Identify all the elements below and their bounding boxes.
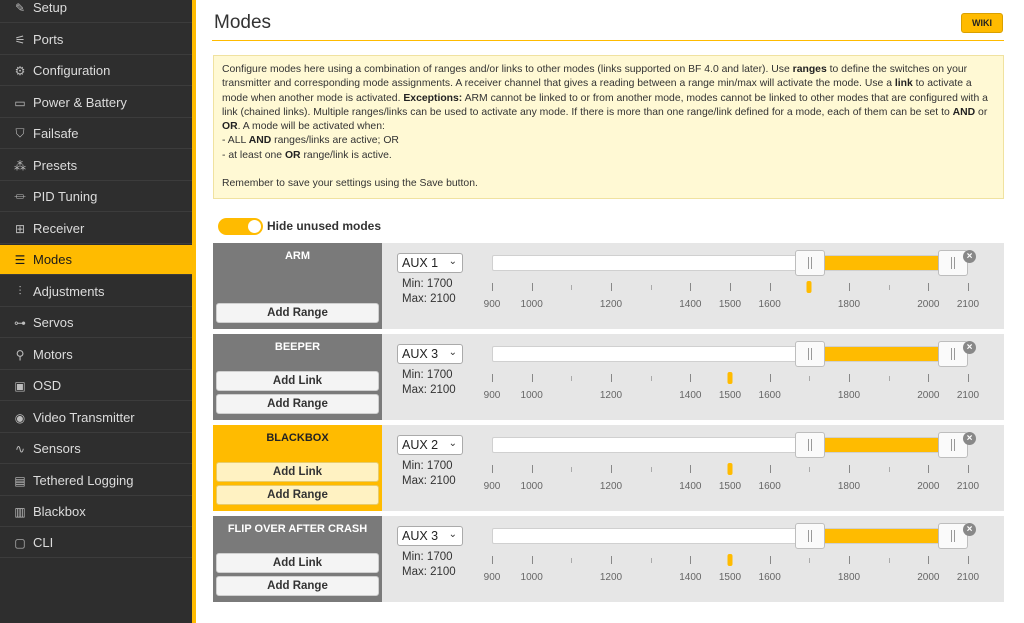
range-min-handle[interactable] bbox=[795, 341, 825, 367]
range-min-handle[interactable] bbox=[795, 523, 825, 549]
scale-tick bbox=[928, 283, 929, 291]
add-range-button[interactable]: Add Range bbox=[216, 303, 379, 323]
sidebar-accent-bar bbox=[192, 0, 196, 623]
scale-tick bbox=[928, 374, 929, 382]
scale-tick bbox=[492, 374, 493, 382]
scale-tick-label: 1800 bbox=[837, 572, 861, 583]
sidebar-item-label: Presets bbox=[33, 158, 78, 173]
hide-unused-modes-label: Hide unused modes bbox=[267, 219, 382, 233]
mode-row bbox=[213, 425, 1004, 511]
mode-header bbox=[213, 425, 382, 511]
range-scale bbox=[483, 461, 980, 501]
scale-tick bbox=[968, 465, 969, 473]
scale-tick-label: 1800 bbox=[837, 299, 861, 310]
sidebar-item-label: Video Transmitter bbox=[33, 410, 135, 425]
mode-row bbox=[213, 243, 1004, 329]
sidebar-item-label: CLI bbox=[33, 535, 54, 550]
scale-tick-label: 1000 bbox=[520, 572, 543, 583]
sidebar-item-blackbox[interactable] bbox=[0, 497, 192, 527]
wiki-button[interactable]: WIKI bbox=[961, 13, 1003, 33]
range-max-label: Max: 2100 bbox=[402, 566, 456, 578]
sidebar-item-label: Motors bbox=[33, 347, 73, 362]
gear-icon: ⚙ bbox=[14, 63, 26, 78]
presets-icon: ⁂ bbox=[14, 158, 26, 173]
sidebar-item-label: Receiver bbox=[33, 221, 85, 236]
sidebar-item-pid-tuning[interactable] bbox=[0, 182, 192, 212]
mode-header bbox=[213, 243, 382, 329]
scale-tick-label: 1200 bbox=[599, 390, 623, 401]
scale-tick-label: 1600 bbox=[758, 299, 781, 310]
range-scale bbox=[483, 279, 980, 319]
blackbox-icon: ▥ bbox=[14, 504, 26, 519]
range-max-label: Max: 2100 bbox=[402, 384, 456, 396]
motor-icon: ⚲ bbox=[15, 347, 25, 362]
sidebar-item-tethered-logging[interactable] bbox=[0, 466, 192, 496]
range-slider[interactable] bbox=[492, 437, 968, 453]
pid-icon: ⏛ bbox=[13, 190, 26, 204]
add-range-button[interactable]: Add Range bbox=[216, 576, 379, 596]
chevron-down-icon: ⌄ bbox=[448, 438, 457, 449]
scale-tick-label: 1600 bbox=[758, 390, 781, 401]
scale-tick bbox=[690, 374, 691, 382]
range-slider[interactable] bbox=[492, 255, 968, 271]
grip-icon bbox=[951, 348, 955, 360]
sidebar-item-label: Setup bbox=[33, 0, 67, 15]
grip-icon bbox=[951, 530, 955, 542]
scale-tick bbox=[889, 376, 890, 381]
range-min-handle[interactable] bbox=[795, 432, 825, 458]
sidebar-item-label: Blackbox bbox=[33, 504, 86, 519]
scale-tick-label: 2000 bbox=[917, 572, 940, 583]
mode-name: BEEPER bbox=[274, 341, 321, 353]
add-link-button[interactable]: Add Link bbox=[216, 371, 379, 391]
sidebar-item-modes[interactable] bbox=[0, 245, 192, 275]
scale-tick bbox=[532, 374, 533, 382]
sliders-icon: ⫶ bbox=[18, 284, 22, 298]
add-link-button[interactable]: Add Link bbox=[216, 553, 379, 573]
scale-tick-label: 900 bbox=[483, 390, 501, 401]
mode-range bbox=[390, 516, 1004, 602]
sidebar-item-setup[interactable] bbox=[0, 0, 192, 23]
sidebar-item-motors[interactable] bbox=[0, 340, 192, 370]
scale-tick bbox=[571, 558, 572, 563]
grip-icon bbox=[808, 257, 812, 269]
mode-name: FLIP OVER AFTER CRASH bbox=[227, 523, 368, 535]
scale-tick bbox=[611, 374, 612, 382]
sidebar-item-label: OSD bbox=[33, 378, 62, 393]
sidebar-item-power-battery[interactable] bbox=[0, 88, 192, 118]
range-slider[interactable] bbox=[492, 346, 968, 362]
scale-tick bbox=[849, 556, 850, 564]
scale-tick-label: 900 bbox=[483, 481, 501, 492]
title-divider bbox=[212, 40, 1004, 41]
scale-tick-label: 2100 bbox=[956, 481, 980, 492]
grip-icon bbox=[808, 439, 812, 451]
scale-tick bbox=[651, 285, 652, 290]
mode-header bbox=[213, 516, 382, 602]
remove-range-icon[interactable]: × bbox=[963, 250, 976, 263]
scale-tick-label: 900 bbox=[483, 299, 501, 310]
sidebar-item-label: Power & Battery bbox=[33, 95, 127, 110]
wrench-icon: ✎ bbox=[14, 0, 26, 15]
scale-tick bbox=[770, 374, 771, 382]
scale-tick bbox=[690, 556, 691, 564]
scale-tick-label: 1400 bbox=[679, 481, 702, 492]
vtx-icon: ◉ bbox=[14, 410, 26, 425]
scale-tick bbox=[532, 556, 533, 564]
note-list-item: - at least one OR range/link is active. bbox=[222, 149, 392, 161]
scale-tick bbox=[809, 558, 810, 563]
mode-range bbox=[390, 425, 1004, 511]
osd-icon: ▣ bbox=[14, 378, 26, 393]
scale-tick bbox=[571, 376, 572, 381]
scale-tick bbox=[968, 283, 969, 291]
scale-tick bbox=[770, 283, 771, 291]
scale-tick-label: 2000 bbox=[917, 299, 940, 310]
scale-tick bbox=[849, 374, 850, 382]
sensors-icon: ∿ bbox=[14, 441, 26, 456]
scale-tick bbox=[651, 467, 652, 472]
scale-tick bbox=[889, 467, 890, 472]
scale-tick bbox=[611, 556, 612, 564]
aux-channel-select[interactable] bbox=[397, 435, 463, 455]
add-range-button[interactable]: Add Range bbox=[216, 394, 379, 414]
scale-tick-label: 2100 bbox=[956, 390, 980, 401]
modes-help-note bbox=[213, 55, 1004, 199]
note-paragraph: Configure modes here using a combination of ranges and/or links to other modes (links supported on BF 4.0 and later). Use ranges to define the switches on your transmitter and corresponding mode assignments. A receiver channel that gives a reading between a range min/max will activate the mode. Use a link to activate a mode when another mode is activated. Exceptions: ARM cannot be linked to or from another mode, modes cannot be linked to other modes that are configured with a link (chained links). Multiple ranges/links can be used to activate any mode. If there is more than one range/link defined for a mode, each of them can be set to AND or OR. A mode will be activated when: bbox=[222, 64, 988, 133]
aux-channel-value: AUX 3 bbox=[402, 529, 439, 543]
channel-value-marker bbox=[728, 372, 733, 384]
range-scale bbox=[483, 370, 980, 410]
scale-tick bbox=[571, 467, 572, 472]
sidebar-item-osd[interactable] bbox=[0, 371, 192, 401]
scale-tick bbox=[532, 283, 533, 291]
grip-icon bbox=[951, 439, 955, 451]
range-min-handle[interactable] bbox=[795, 250, 825, 276]
shield-icon: ⛉ bbox=[15, 126, 25, 140]
scale-tick bbox=[611, 465, 612, 473]
scale-tick-label: 1000 bbox=[520, 390, 543, 401]
sidebar bbox=[0, 0, 192, 623]
scale-tick-label: 1500 bbox=[718, 572, 742, 583]
scale-tick bbox=[849, 465, 850, 473]
scale-tick-label: 1600 bbox=[758, 572, 781, 583]
scale-tick bbox=[532, 465, 533, 473]
mode-name: ARM bbox=[284, 250, 311, 262]
scale-tick-label: 1600 bbox=[758, 481, 781, 492]
scale-tick bbox=[968, 556, 969, 564]
aux-channel-value: AUX 3 bbox=[402, 347, 439, 361]
scale-tick-label: 1000 bbox=[520, 481, 543, 492]
scale-tick bbox=[651, 558, 652, 563]
sidebar-item-video-transmitter[interactable] bbox=[0, 403, 192, 433]
scale-tick bbox=[770, 465, 771, 473]
note-save-reminder: Remember to save your settings using the Save button. bbox=[222, 178, 478, 190]
channel-value-marker bbox=[807, 281, 812, 293]
mode-header bbox=[213, 334, 382, 420]
scale-tick bbox=[651, 376, 652, 381]
range-min-label: Min: 1700 bbox=[402, 369, 453, 381]
scale-tick-label: 2000 bbox=[917, 390, 940, 401]
note-list-item: - ALL AND ranges/links are active; OR bbox=[222, 135, 399, 147]
sidebar-item-cli[interactable] bbox=[0, 528, 192, 558]
range-min-label: Min: 1700 bbox=[402, 278, 453, 290]
sidebar-item-receiver[interactable] bbox=[0, 214, 192, 244]
chevron-down-icon: ⌄ bbox=[448, 256, 457, 267]
scale-tick-label: 2100 bbox=[956, 572, 980, 583]
scale-tick bbox=[928, 556, 929, 564]
aux-channel-select[interactable] bbox=[397, 526, 463, 546]
aux-channel-value: AUX 1 bbox=[402, 256, 439, 270]
scale-tick-label: 1500 bbox=[718, 390, 742, 401]
scale-tick bbox=[809, 376, 810, 381]
scale-tick-label: 900 bbox=[483, 572, 501, 583]
channel-value-marker bbox=[728, 463, 733, 475]
scale-tick bbox=[492, 283, 493, 291]
grip-icon bbox=[808, 348, 812, 360]
scale-tick bbox=[492, 556, 493, 564]
scale-tick bbox=[968, 374, 969, 382]
scale-tick bbox=[889, 558, 890, 563]
logging-icon: ▤ bbox=[14, 473, 26, 488]
scale-tick bbox=[571, 285, 572, 290]
sidebar-item-sensors[interactable] bbox=[0, 434, 192, 464]
scale-tick bbox=[849, 283, 850, 291]
grip-icon bbox=[808, 530, 812, 542]
sidebar-item-label: Ports bbox=[33, 32, 64, 47]
scale-tick bbox=[690, 465, 691, 473]
remove-range-icon[interactable]: × bbox=[963, 341, 976, 354]
scale-tick bbox=[492, 465, 493, 473]
range-slider[interactable] bbox=[492, 528, 968, 544]
scale-tick bbox=[889, 285, 890, 290]
sidebar-item-label: Configuration bbox=[33, 63, 111, 78]
toggle-knob bbox=[248, 220, 261, 233]
scale-tick-label: 1400 bbox=[679, 299, 702, 310]
scale-tick-label: 1400 bbox=[679, 572, 702, 583]
scale-tick-label: 1800 bbox=[837, 390, 861, 401]
receiver-icon: ⊞ bbox=[14, 221, 26, 236]
sidebar-item-adjustments[interactable] bbox=[0, 277, 192, 307]
remove-range-icon[interactable]: × bbox=[963, 523, 976, 536]
aux-channel-select[interactable] bbox=[397, 253, 463, 273]
channel-value-marker bbox=[728, 554, 733, 566]
grip-icon bbox=[951, 257, 955, 269]
sidebar-item-failsafe[interactable] bbox=[0, 119, 192, 149]
range-scale bbox=[483, 552, 980, 592]
plug-icon: ⚟ bbox=[14, 32, 26, 47]
range-min-label: Min: 1700 bbox=[402, 460, 453, 472]
aux-channel-value: AUX 2 bbox=[402, 438, 439, 452]
scale-tick bbox=[611, 283, 612, 291]
scale-tick-label: 1800 bbox=[837, 481, 861, 492]
add-range-button[interactable]: Add Range bbox=[216, 485, 379, 505]
scale-tick-label: 1000 bbox=[520, 299, 543, 310]
scale-tick bbox=[809, 467, 810, 472]
scale-tick-label: 1200 bbox=[599, 481, 623, 492]
sidebar-item-ports[interactable] bbox=[0, 25, 192, 55]
sidebar-item-label: PID Tuning bbox=[33, 189, 98, 204]
chevron-down-icon: ⌄ bbox=[448, 347, 457, 358]
sidebar-item-label: Sensors bbox=[33, 441, 81, 456]
scale-tick-label: 1200 bbox=[599, 299, 623, 310]
hide-unused-modes-toggle[interactable] bbox=[218, 218, 263, 235]
scale-tick-label: 1500 bbox=[718, 299, 742, 310]
scale-tick bbox=[928, 465, 929, 473]
aux-channel-select[interactable] bbox=[397, 344, 463, 364]
sidebar-item-label: Tethered Logging bbox=[33, 473, 134, 488]
range-max-label: Max: 2100 bbox=[402, 475, 456, 487]
scale-tick bbox=[730, 283, 731, 291]
scale-tick-label: 1200 bbox=[599, 572, 623, 583]
range-min-label: Min: 1700 bbox=[402, 551, 453, 563]
page-title: Modes bbox=[214, 12, 272, 33]
sidebar-item-servos[interactable] bbox=[0, 308, 192, 338]
sidebar-item-label: Adjustments bbox=[33, 284, 105, 299]
add-link-button[interactable]: Add Link bbox=[216, 462, 379, 482]
scale-tick-label: 1500 bbox=[718, 481, 742, 492]
sidebar-item-label: Failsafe bbox=[33, 126, 79, 141]
sidebar-item-presets[interactable] bbox=[0, 151, 192, 181]
range-max-label: Max: 2100 bbox=[402, 293, 456, 305]
mode-range bbox=[390, 334, 1004, 420]
remove-range-icon[interactable]: × bbox=[963, 432, 976, 445]
servo-icon: ⊶ bbox=[14, 315, 26, 330]
sidebar-item-label: Modes bbox=[33, 252, 73, 267]
cli-icon: ▢ bbox=[14, 535, 26, 550]
scale-tick bbox=[690, 283, 691, 291]
mode-row bbox=[213, 334, 1004, 420]
modes-icon: ☰ bbox=[14, 252, 26, 267]
sidebar-item-label: Servos bbox=[33, 315, 74, 330]
scale-tick-label: 2000 bbox=[917, 481, 940, 492]
battery-icon: ▭ bbox=[14, 95, 26, 110]
scale-tick bbox=[770, 556, 771, 564]
chevron-down-icon: ⌄ bbox=[448, 529, 457, 540]
mode-name: BLACKBOX bbox=[266, 432, 329, 444]
sidebar-item-configuration[interactable] bbox=[0, 56, 192, 86]
scale-tick-label: 2100 bbox=[956, 299, 980, 310]
scale-tick-label: 1400 bbox=[679, 390, 702, 401]
mode-range bbox=[390, 243, 1004, 329]
mode-row bbox=[213, 516, 1004, 602]
